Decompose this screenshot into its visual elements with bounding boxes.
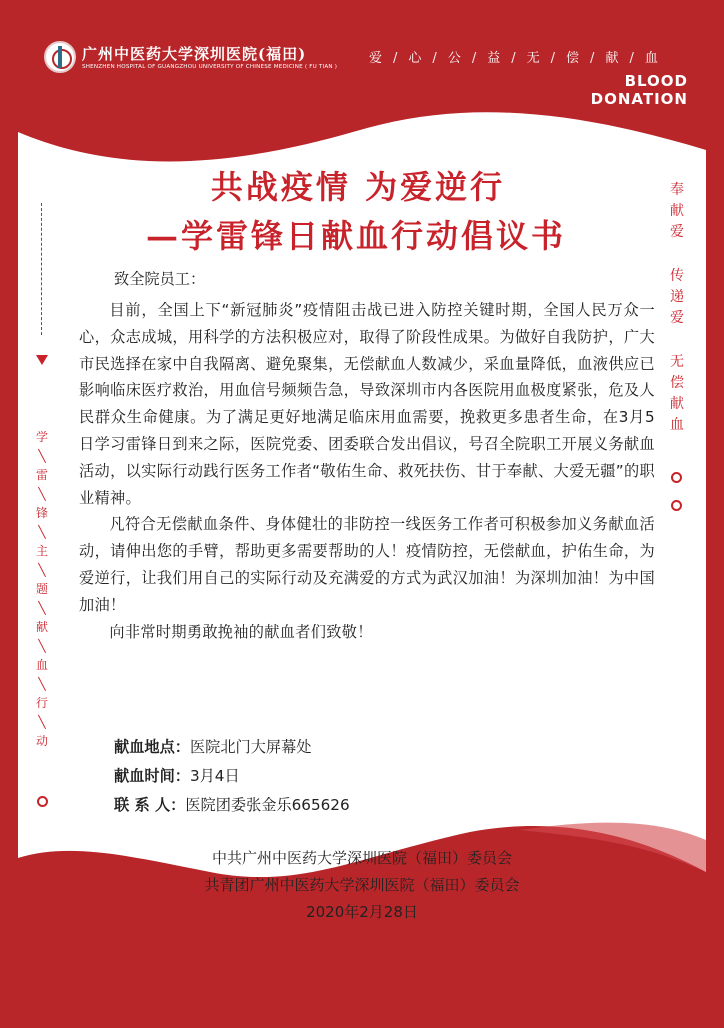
footer-org2: 共青团广州中医药大学深圳医院（福田）委员会 (204, 876, 520, 894)
blood-en-line2: DONATION (590, 90, 688, 108)
slogan-char: 公 (447, 51, 461, 66)
slogan-char: 血 (644, 51, 658, 66)
paragraph: 凡符合无偿献血条件、身体健壮的非防控一线医务工作者可积极参加义务献血活动，请伸出您的手臂，帮助更多需要帮助的人！疫情防控，无偿献血，护佑生命，为爱逆行，让我们用自己的实际行动及充满爱的方式为武汉加油！为深圳加油！为中国加油！ (79, 515, 655, 614)
slogan: 爱 / 心 / 公 / 益 / 无 / 偿 / 献 / 血 (369, 51, 658, 66)
hospital-name-cn: 广州中医药大学深圳医院(福田) (82, 45, 307, 63)
hospital-name-en: SHENZHEN HOSPITAL OF GUANGZHOU UNIVERSITY OF CHINESE MEDICINE ( FU TIAN ) (82, 64, 338, 70)
hospital-logo-icon (44, 41, 76, 73)
info-value: 医院团委张金乐665626 (185, 796, 350, 814)
slogan-char: 益 (487, 51, 501, 66)
info-contact (114, 794, 350, 815)
slogan-char: 献 (605, 51, 619, 66)
slogan-char: 心 (408, 51, 422, 66)
info-label: 献血地点： (114, 738, 190, 756)
right-vertical-col3: 无偿献血 (670, 354, 684, 433)
footer-org1: 中共广州中医药大学深圳医院（福田）委员会 (211, 849, 512, 867)
left-vertical-text: 学╲雷╲锋╲主╲题╲献╲血╲行╲动 (35, 430, 48, 748)
circle-icon (671, 472, 682, 483)
blood-en-line1: BLOOD (624, 72, 688, 90)
info-label: 献血时间： (114, 767, 190, 785)
info-time (114, 765, 240, 786)
info-value: 医院北门大屏幕处 (189, 738, 312, 756)
sub-title: —学雷锋日献血行动倡议书 (145, 217, 566, 255)
paragraph: 向非常时期勇敢挽袖的献血者们致敬！ (109, 622, 373, 641)
right-vertical-col1: 奉献爱 (670, 182, 684, 240)
slogan-char: 爱 (369, 51, 383, 66)
circle-icon (671, 500, 682, 511)
blood-donation-en (591, 72, 688, 108)
footer-date: 2020年2月28日 (306, 903, 418, 921)
left-dashed-line (41, 203, 43, 335)
down-arrow-icon (36, 355, 48, 365)
circle-icon (37, 796, 48, 807)
slogan-char: 无 (526, 51, 540, 66)
info-value: 3月4日 (189, 767, 240, 785)
info-label: 联 系 人： (114, 796, 186, 814)
slogan-char: 偿 (566, 51, 580, 66)
main-title: 共战疫情 为爱逆行 (210, 168, 506, 206)
salutation: 致全院员工： (114, 270, 206, 288)
right-vertical-col2: 传递爱 (670, 268, 684, 326)
paragraph: 目前，全国上下“新冠肺炎”疫情阻击战已进入防控关键时期，全国人民万众一心，众志成城，用科学的方法积极应对，取得了阶段性成果。为做好自我防护，广大市民选择在家中自我隔离、避免聚集，无偿献血人数减少，采血量降低，血液供应已影响临床医疗救治，用血信号频频告急，导致深圳市内各医院用血极度紧张，危及人民群众生命健康。为了满足更好地满足临床用血需要，挽救更多患者生命，在3月5日学习雷锋日到来之际，医院党委、团委联合发出倡议，号召全院职工开展义务献血活动，以实际行动践行医务工作者“敬佑生命、救死扶伤、甘于奉献、大爱无疆”的职业精神。 (79, 301, 655, 507)
letter-body (79, 297, 655, 645)
info-location (114, 736, 311, 757)
